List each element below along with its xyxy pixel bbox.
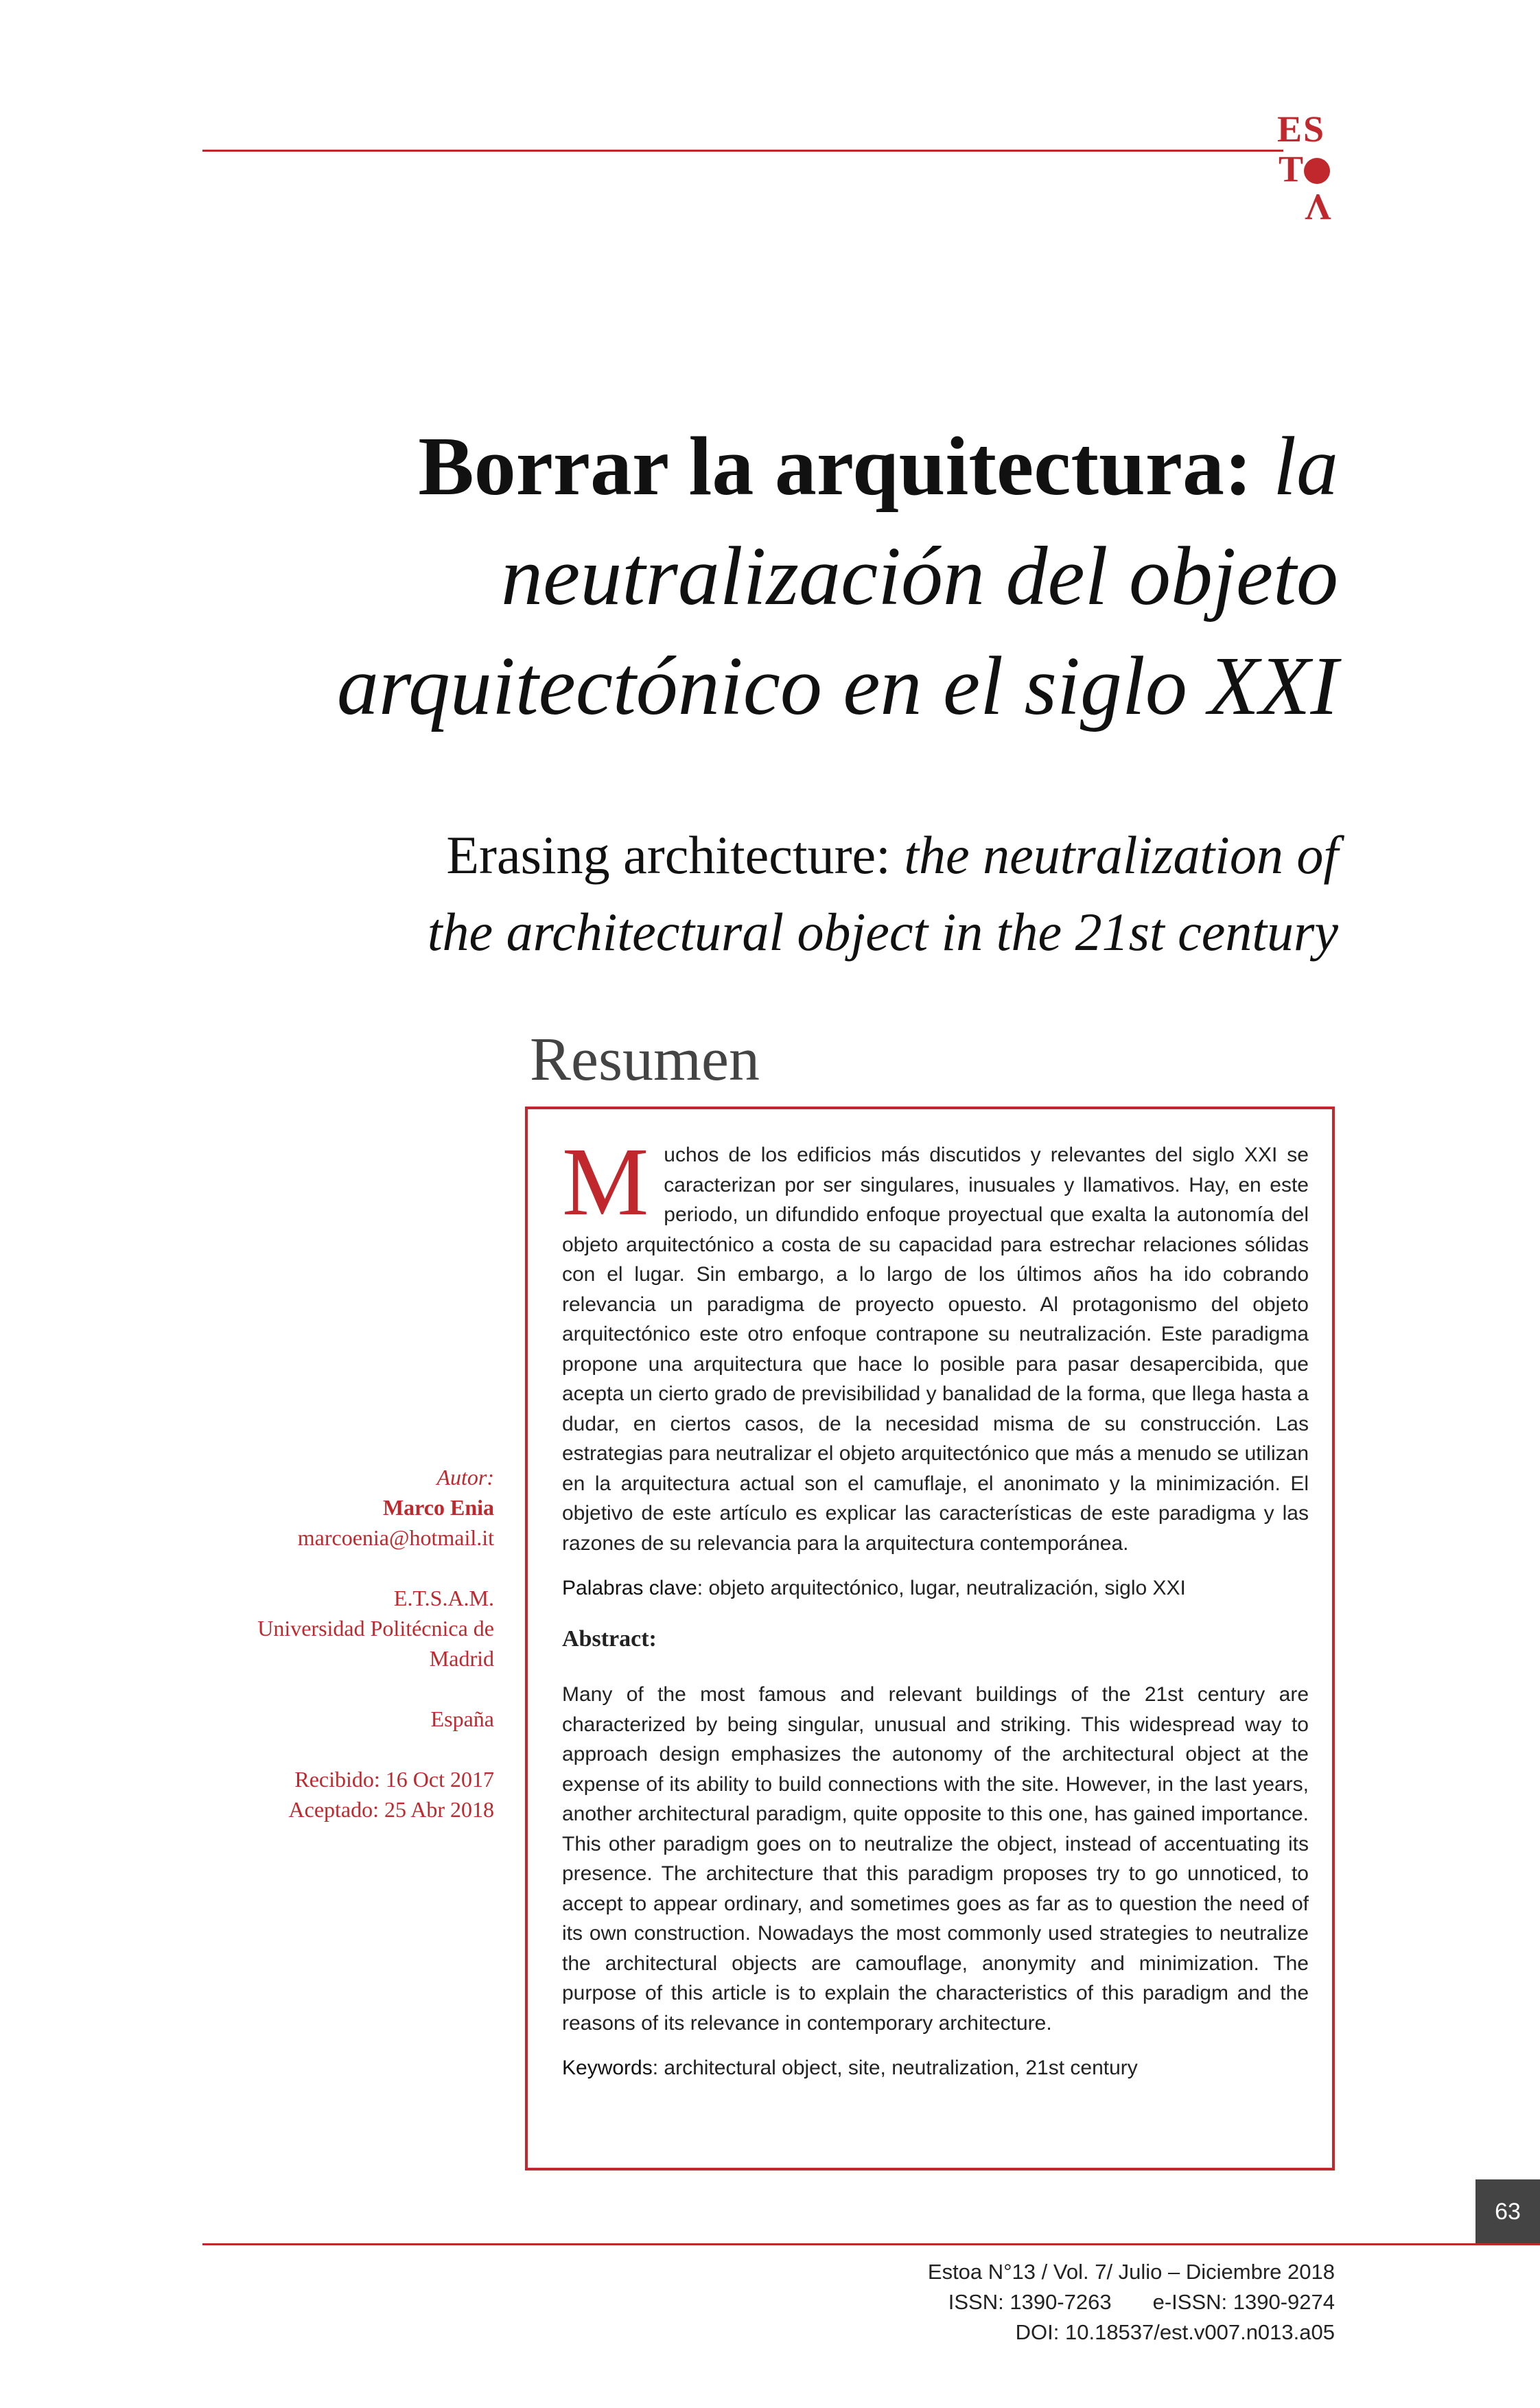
logo-line3: V [1305,187,1331,228]
footer [755,2257,1335,2348]
institution-line3: Madrid [429,1646,494,1671]
footer-doi[interactable]: DOI: 10.18537/est.v007.n013.a05 [1015,2320,1335,2344]
abstract-content [562,1127,1309,2083]
bottom-rule [202,2243,1540,2245]
resumen-text: uchos de los edificios más discutidos y relevantes del siglo XXI se caracterizan por ser singulares, inusuales y llamativos. Hay, en este periodo, un difundido enfoque proyectual que exalta la autonomía del objeto arquitectónico a costa de su capacidad para estrechar relaciones sólidas con el lugar. Sin embargo, a lo largo de los últimos años ha ido cobrando relevancia un paradigma de proyecto opuesto. Al protagonismo del objeto arquitectónico este otro enfoque contrapone su neutralización. Este paradigma propone una arquitectura que hace lo posible para pasar desapercibida, que acepta un cierto grado de previsibilidad y banalidad de la forma, que llega hasta a dudar, en ciertos casos, de la necesidad misma de su construcción. Las estrategias para neutralizar el objeto arquitectónico que más a menudo se utilizan en la arquitectura actual son el camuflaje, el anonimato y la minimización. El objetivo de este artículo es explicar las características de este paradigma y las razones de su relevancia para la arquitectura contemporánea. [562,1144,1309,1555]
footer-issn: ISSN: 1390-7263 [948,2290,1112,2314]
subtitle-italic-2: the architectural object in the 21st century [427,902,1338,962]
footer-journal: Estoa N°13 / Vol. 7/ Julio – Diciembre 2018 [927,2260,1335,2284]
author-country: España [430,1706,494,1731]
palabras-clave-values: objeto arquitectónico, lugar, neutralización, siglo XXI [708,1577,1186,1599]
logo-line2: T [1279,148,1304,189]
abstract-heading: Abstract: [562,1625,657,1652]
top-rule [202,150,1283,152]
received-date: Recibido: 16 Oct 2017 [294,1767,494,1792]
author-email[interactable]: marcoenia@hotmail.it [297,1525,494,1550]
keywords [562,2053,1309,2083]
article-subtitle [261,817,1338,971]
author-label: Autor: [436,1465,494,1490]
title-italic-word: la [1273,420,1338,513]
abstract-box [525,1107,1335,2170]
keywords-values: architectural object, site, neutralization, 21st century [664,2057,1138,2079]
estoa-logo [1273,108,1338,232]
dropcap: M [562,1127,649,1236]
article-title [178,412,1338,741]
subtitle-italic-1: the neutralization of [904,825,1338,885]
palabras-clave-label: Palabras clave: [562,1577,703,1599]
title-italic-line2: neutralización del objeto [501,530,1338,623]
author-name: Marco Enia [382,1495,494,1520]
subtitle-plain: Erasing architecture: [446,825,891,885]
resumen-paragraph [562,1127,1309,1558]
institution-line1: E.T.S.A.M. [393,1586,494,1610]
logo-line1: ES [1277,108,1326,150]
title-italic-line3: arquitectónico en el siglo XXI [336,640,1338,732]
footer-eissn: e-ISSN: 1390-9274 [1152,2290,1335,2314]
title-bold-part: Borrar la arquitectura: [418,420,1252,513]
footer-issn-line [755,2287,1335,2317]
author-block [206,1462,494,1825]
keywords-label: Keywords: [562,2057,659,2079]
institution-line2: Universidad Politécnica de [257,1616,494,1641]
accepted-date: Aceptado: 25 Abr 2018 [288,1797,494,1822]
logo-dot-icon [1304,158,1330,184]
resumen-heading: Resumen [530,1026,760,1093]
palabras-clave [562,1573,1309,1604]
page-number: 63 [1475,2179,1540,2244]
abstract-paragraph: Many of the most famous and relevant buildings of the 21st century are characterized by being singular, unusual and striking. This widespread way to approach design emphasizes the autonomy of the architectural object at the expense of its ability to build connections with the site. However, in the last years, another architectural paradigm, quite opposite to this one, has gained importance. This other paradigm goes on to neutralize the object, instead of accentuating its presence. The architecture that this paradigm proposes try to go unnoticed, to accept to appear ordinary, and sometimes goes as far as to question the need of its own construction. Nowadays the most commonly used strategies to neutralize the architectural objects are camouflage, anonymity and minimization. The purpose of this article is to explain the characteristics of this paradigm and the reasons of its relevance in contemporary architecture. [562,1683,1309,2035]
